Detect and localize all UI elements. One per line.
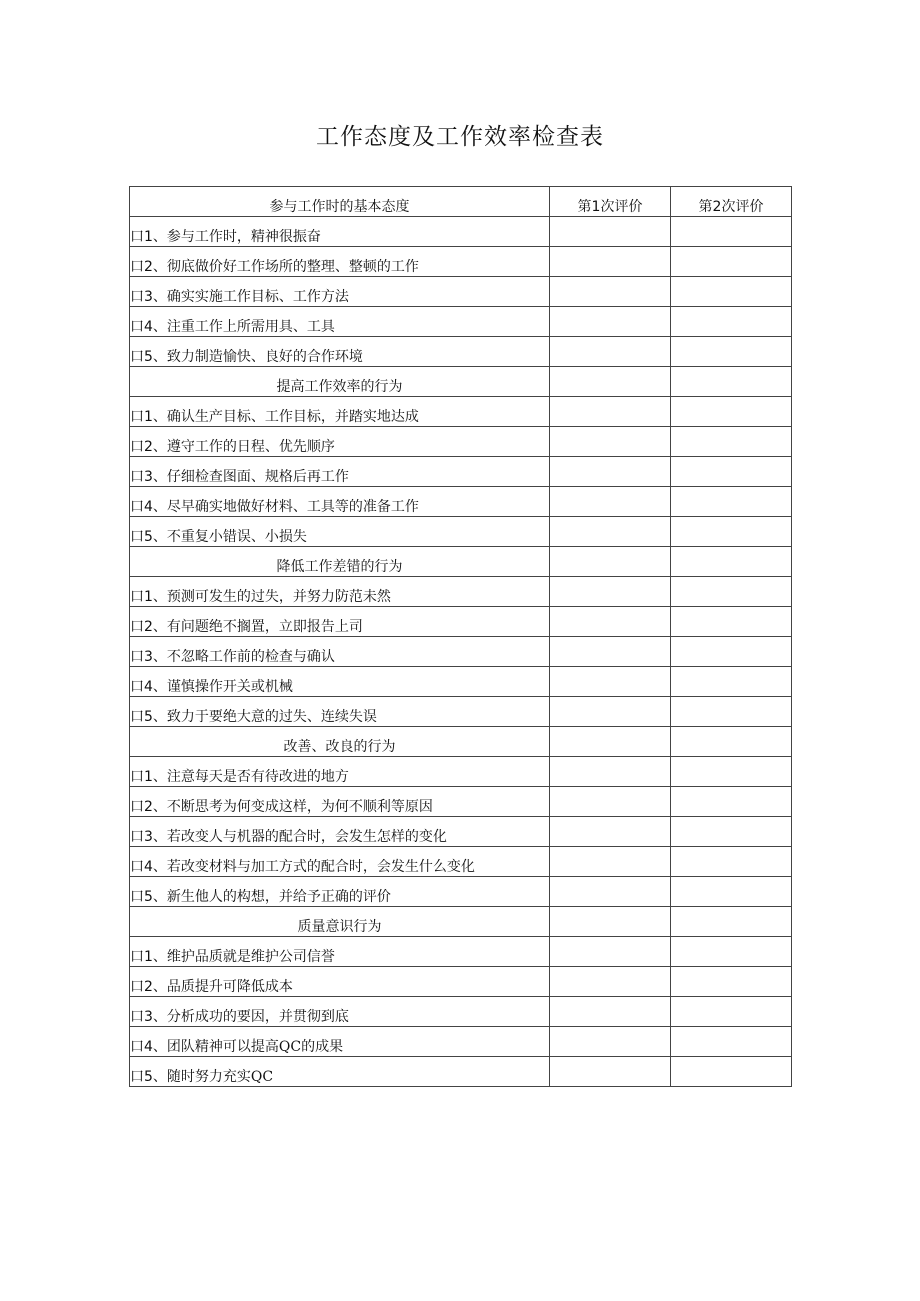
item-number: 3 [144, 469, 153, 485]
second-evaluation-cell[interactable] [671, 967, 792, 997]
checklist-row [130, 757, 792, 787]
first-evaluation-cell[interactable] [550, 637, 671, 667]
checklist-row [130, 697, 792, 727]
second-evaluation-cell[interactable] [671, 577, 792, 607]
checklist-item [130, 277, 550, 307]
checklist-row [130, 967, 792, 997]
second-evaluation-cell[interactable] [671, 757, 792, 787]
item-number: 1 [144, 949, 153, 965]
checkbox-icon[interactable]: 口 [130, 409, 144, 425]
item-number: 1 [144, 229, 153, 245]
checkbox-icon[interactable]: 口 [130, 469, 144, 485]
header-second-evaluation: 第2次评价 [671, 187, 792, 217]
item-number: 3 [144, 289, 153, 305]
checklist-item [130, 667, 550, 697]
item-text: 、预测可发生的过失，并努力防范未然 [152, 589, 391, 605]
checkbox-icon[interactable]: 口 [130, 319, 144, 335]
checklist-item [130, 967, 550, 997]
checklist-row [130, 817, 792, 847]
second-evaluation-cell[interactable] [671, 247, 792, 277]
first-evaluation-cell[interactable] [550, 937, 671, 967]
page-title: 工作态度及工作效率检查表 [316, 124, 604, 150]
first-evaluation-cell[interactable] [550, 787, 671, 817]
second-evaluation-cell[interactable] [671, 727, 792, 757]
checklist-item [130, 397, 550, 427]
second-evaluation-cell[interactable] [671, 787, 792, 817]
checkbox-icon[interactable]: 口 [130, 649, 144, 665]
second-evaluation-cell[interactable] [671, 667, 792, 697]
checkbox-icon[interactable]: 口 [130, 889, 144, 905]
checklist-item [130, 577, 550, 607]
checklist-item [130, 607, 550, 637]
item-number: 4 [144, 1039, 153, 1055]
item-number: 2 [144, 799, 153, 815]
item-text: 、不断思考为何变成这样，为何不顺利等原因 [152, 799, 433, 815]
item-text: 、谨慎操作开关或机械 [152, 679, 293, 695]
second-evaluation-cell[interactable] [671, 397, 792, 427]
item-text: 、不忽略工作前的检查与确认 [152, 649, 335, 665]
first-evaluation-cell[interactable] [550, 877, 671, 907]
checklist-item [130, 217, 550, 247]
checklist-row [130, 847, 792, 877]
second-evaluation-cell[interactable] [671, 367, 792, 397]
checklist-row [130, 637, 792, 667]
checklist-item [130, 457, 550, 487]
checklist-item [130, 1057, 550, 1087]
checklist-item [130, 847, 550, 877]
section-heading-row [130, 907, 792, 937]
checklist-item [130, 517, 550, 547]
checklist-item [130, 307, 550, 337]
second-evaluation-cell[interactable] [671, 427, 792, 457]
checklist-item [130, 757, 550, 787]
checkbox-icon[interactable]: 口 [130, 1009, 144, 1025]
checklist-item [130, 787, 550, 817]
first-evaluation-cell[interactable] [550, 1057, 671, 1087]
second-evaluation-cell[interactable] [671, 547, 792, 577]
checklist-row [130, 787, 792, 817]
checklist-row [130, 307, 792, 337]
first-evaluation-cell[interactable] [550, 847, 671, 877]
header-row [130, 187, 792, 217]
section-heading: 提高工作效率的行为 [130, 367, 550, 397]
checklist-row [130, 607, 792, 637]
checklist-row [130, 487, 792, 517]
checklist-item [130, 817, 550, 847]
checklist-item [130, 427, 550, 457]
first-evaluation-cell[interactable] [550, 697, 671, 727]
checkbox-icon[interactable]: 口 [130, 1039, 144, 1055]
checkbox-icon[interactable]: 口 [130, 709, 144, 725]
checkbox-icon[interactable]: 口 [130, 619, 144, 635]
first-evaluation-cell[interactable] [550, 367, 671, 397]
item-number: 3 [144, 829, 153, 845]
checkbox-icon[interactable]: 口 [130, 859, 144, 875]
item-text: 、遵守工作的日程、优先顺序 [152, 439, 335, 455]
checkbox-icon[interactable]: 口 [130, 829, 144, 845]
second-evaluation-cell[interactable] [671, 697, 792, 727]
item-text: 、确认生产目标、工作目标，并踏实地达成 [152, 409, 419, 425]
checklist-row [130, 217, 792, 247]
item-text: 、尽早确实地做好材料、工具等的准备工作 [152, 499, 419, 515]
item-number: 5 [144, 709, 153, 725]
second-evaluation-cell[interactable] [671, 517, 792, 547]
checklist-row [130, 337, 792, 367]
item-number: 5 [144, 349, 153, 365]
item-number: 5 [144, 889, 153, 905]
first-evaluation-cell[interactable] [550, 1027, 671, 1057]
item-text: 、致力于要绝大意的过失、连续失误 [152, 709, 377, 725]
checklist-row [130, 397, 792, 427]
item-number: 4 [144, 859, 153, 875]
item-number: 1 [144, 769, 153, 785]
first-evaluation-cell[interactable] [550, 967, 671, 997]
checklist-item [130, 637, 550, 667]
first-evaluation-cell[interactable] [550, 757, 671, 787]
item-text: 、品质提升可降低成本 [152, 979, 293, 995]
first-evaluation-cell[interactable] [550, 997, 671, 1027]
checkbox-icon[interactable]: 口 [130, 439, 144, 455]
item-number: 5 [144, 1069, 153, 1085]
item-text: 、致力制造愉快、良好的合作环境 [152, 349, 363, 365]
second-evaluation-cell[interactable] [671, 1057, 792, 1087]
checklist-row [130, 517, 792, 547]
item-number: 1 [144, 589, 153, 605]
item-text: 、若改变人与机器的配合时，会发生怎样的变化 [152, 829, 447, 845]
checkbox-icon[interactable]: 口 [130, 529, 144, 545]
checklist-row [130, 247, 792, 277]
item-number: 2 [144, 259, 153, 275]
check-table-body [130, 187, 792, 1087]
checklist-item [130, 337, 550, 367]
item-number: 4 [144, 679, 153, 695]
item-text: 、注意每天是否有待改进的地方 [152, 769, 349, 785]
section-heading-row [130, 727, 792, 757]
section-heading-row [130, 367, 792, 397]
second-evaluation-cell[interactable] [671, 847, 792, 877]
item-text: 、注重工作上所需用具、工具 [152, 319, 335, 335]
first-evaluation-cell[interactable] [550, 817, 671, 847]
second-evaluation-cell[interactable] [671, 277, 792, 307]
second-evaluation-cell[interactable] [671, 487, 792, 517]
checklist-row [130, 577, 792, 607]
section-heading: 改善、改良的行为 [130, 727, 550, 757]
item-text: 、分析成功的要因，并贯彻到底 [152, 1009, 349, 1025]
item-text: 、不重复小错误、小损失 [152, 529, 307, 545]
header-first-evaluation: 第1次评价 [550, 187, 671, 217]
checklist-row [130, 1057, 792, 1087]
second-evaluation-cell[interactable] [671, 1027, 792, 1057]
item-number: 2 [144, 439, 153, 455]
checkbox-icon[interactable]: 口 [130, 1069, 144, 1085]
checkbox-icon[interactable]: 口 [130, 259, 144, 275]
item-text: 、若改变材料与加工方式的配合时，会发生什么变化 [152, 859, 475, 875]
item-text: 、彻底做价好工作场所的整理、整顿的工作 [152, 259, 419, 275]
checklist-item [130, 1027, 550, 1057]
checklist-row [130, 997, 792, 1027]
checklist-item [130, 487, 550, 517]
checklist-row [130, 427, 792, 457]
checkbox-icon[interactable]: 口 [130, 229, 144, 245]
item-number: 2 [144, 979, 153, 995]
first-evaluation-cell[interactable] [550, 277, 671, 307]
checklist-row [130, 667, 792, 697]
section-heading: 质量意识行为 [130, 907, 550, 937]
item-number: 4 [144, 499, 153, 515]
first-evaluation-cell[interactable] [550, 607, 671, 637]
second-evaluation-cell[interactable] [671, 907, 792, 937]
item-text: 、仔细检查图面、规格后再工作 [152, 469, 349, 485]
item-number: 1 [144, 409, 153, 425]
first-evaluation-cell[interactable] [550, 217, 671, 247]
checklist-row [130, 877, 792, 907]
section-heading-row [130, 547, 792, 577]
checklist-item [130, 247, 550, 277]
checkbox-icon[interactable]: 口 [130, 799, 144, 815]
second-evaluation-cell[interactable] [671, 307, 792, 337]
checklist-item [130, 937, 550, 967]
checkbox-icon[interactable]: 口 [130, 499, 144, 515]
item-number: 2 [144, 619, 153, 635]
checklist-row [130, 457, 792, 487]
item-text: 、随时努力充实QC [152, 1069, 274, 1085]
second-evaluation-cell[interactable] [671, 637, 792, 667]
item-text: 、参与工作时，精神很振奋 [152, 229, 321, 245]
item-number: 4 [144, 319, 153, 335]
item-number: 3 [144, 1009, 153, 1025]
first-evaluation-cell[interactable] [550, 247, 671, 277]
item-text: 、维护品质就是维护公司信誉 [152, 949, 335, 965]
checkbox-icon[interactable]: 口 [130, 289, 144, 305]
checkbox-icon[interactable]: 口 [130, 949, 144, 965]
second-evaluation-cell[interactable] [671, 337, 792, 367]
second-evaluation-cell[interactable] [671, 817, 792, 847]
checkbox-icon[interactable]: 口 [130, 349, 144, 365]
header-attitude: 参与工作时的基本态度 [130, 187, 550, 217]
second-evaluation-cell[interactable] [671, 937, 792, 967]
checklist-item [130, 997, 550, 1027]
checklist-item [130, 877, 550, 907]
first-evaluation-cell[interactable] [550, 577, 671, 607]
checklist-row [130, 937, 792, 967]
first-evaluation-cell[interactable] [550, 907, 671, 937]
first-evaluation-cell[interactable] [550, 667, 671, 697]
section-heading: 降低工作差错的行为 [130, 547, 550, 577]
item-text: 、团队精神可以提高QC的成果 [152, 1039, 344, 1055]
checklist-row [130, 1027, 792, 1057]
second-evaluation-cell[interactable] [671, 457, 792, 487]
checkbox-icon[interactable]: 口 [130, 589, 144, 605]
first-evaluation-cell[interactable] [550, 457, 671, 487]
checkbox-icon[interactable]: 口 [130, 979, 144, 995]
first-evaluation-cell[interactable] [550, 427, 671, 457]
checklist-item [130, 697, 550, 727]
first-evaluation-cell[interactable] [550, 547, 671, 577]
item-text: 、确实实施工作目标、工作方法 [152, 289, 349, 305]
first-evaluation-cell[interactable] [550, 517, 671, 547]
first-evaluation-cell[interactable] [550, 397, 671, 427]
first-evaluation-cell[interactable] [550, 727, 671, 757]
checklist-row [130, 277, 792, 307]
first-evaluation-cell[interactable] [550, 307, 671, 337]
second-evaluation-cell[interactable] [671, 997, 792, 1027]
item-text: 、新生他人的构想，并给予正确的评价 [152, 889, 391, 905]
second-evaluation-cell[interactable] [671, 217, 792, 247]
second-evaluation-cell[interactable] [671, 877, 792, 907]
first-evaluation-cell[interactable] [550, 487, 671, 517]
item-text: 、有问题绝不搁置，立即报告上司 [152, 619, 363, 635]
second-evaluation-cell[interactable] [671, 607, 792, 637]
checkbox-icon[interactable]: 口 [130, 679, 144, 695]
check-table [129, 186, 792, 1087]
first-evaluation-cell[interactable] [550, 337, 671, 367]
checkbox-icon[interactable]: 口 [130, 769, 144, 785]
item-number: 3 [144, 649, 153, 665]
item-number: 5 [144, 529, 153, 545]
